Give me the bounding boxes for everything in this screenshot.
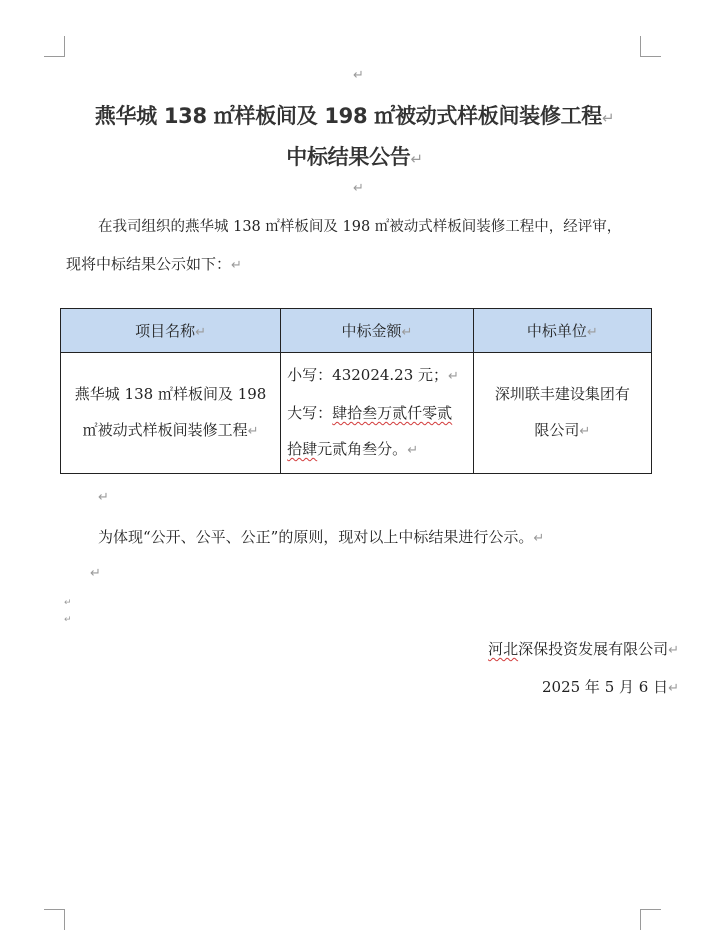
cell-winning-unit: 深圳联丰建设集团有 限公司↵ <box>473 353 651 474</box>
paragraph-mark: ↵ <box>353 181 364 196</box>
paragraph-mark: ↵ <box>353 68 364 83</box>
award-table <box>60 308 652 474</box>
paragraph-mark: ↵ <box>64 598 72 608</box>
document-title-line2: 中标结果公告↵ <box>286 145 423 169</box>
intro-line2: 现将中标结果公示如下：↵ <box>66 255 242 273</box>
amount-uppercase: 大写：肆拾叁万贰仟零贰 <box>287 404 453 422</box>
header-award-amount: 中标金额↵ <box>281 309 474 353</box>
table-row <box>61 353 652 474</box>
paragraph-mark: ↵ <box>64 615 72 625</box>
header-winning-unit: 中标单位↵ <box>473 309 651 353</box>
closing-paragraph: 为体现“公开、公平、公正”的原则，现对以上中标结果进行公示。↵ <box>98 528 545 546</box>
paragraph-mark: ↵ <box>231 258 242 273</box>
header-project-name: 项目名称↵ <box>61 309 281 353</box>
signature-date: 2025 年 5 月 6 日↵ <box>541 678 679 696</box>
crop-mark-bottom-left <box>44 909 65 930</box>
cell-project-name: 燕华城 138 ㎡样板间及 198 ㎡被动式样板间装修工程↵ <box>61 353 281 474</box>
document-title-line1: 燕华城 138 ㎡样板间及 198 ㎡被动式样板间装修工程↵ <box>94 104 615 128</box>
paragraph-mark: ↵ <box>98 490 109 505</box>
crop-mark-bottom-right <box>640 909 661 930</box>
signature-company: 河北深保投资发展有限公司↵ <box>488 640 679 658</box>
amount-lowercase: 小写：432024.23 元； <box>287 366 449 384</box>
paragraph-mark: ↵ <box>601 109 615 127</box>
paragraph-mark: ↵ <box>533 531 545 546</box>
intro-line1: 在我司组织的燕华城 138 ㎡样板间及 198 ㎡被动式样板间装修工程中，经评审， <box>98 219 622 235</box>
table-header-row <box>61 309 652 353</box>
crop-mark-top-left <box>44 36 65 57</box>
paragraph-mark: ↵ <box>410 150 423 168</box>
paragraph-mark: ↵ <box>90 566 101 581</box>
cell-award-amount: 小写：432024.23 元；↵ 大写：肆拾叁万贰仟零贰 拾肆元贰角叁分。↵ <box>281 353 474 474</box>
crop-mark-top-right <box>640 36 661 57</box>
